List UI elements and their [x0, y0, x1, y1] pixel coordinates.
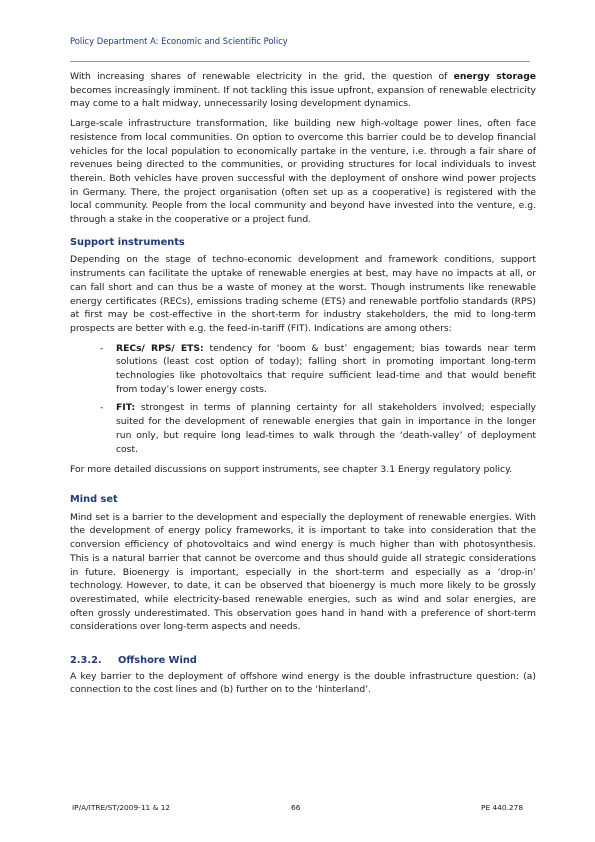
list-dash: - — [100, 402, 104, 414]
footer-page-number: 66 — [291, 803, 301, 812]
paragraph-text: becomes increasingly imminent. If not tackling this issue upfront, expansion of renewable electricity may come to a halt midway, unnecessarily losing development dynamics. — [70, 84, 536, 110]
paragraph-support-intro: Depending on the stage of techno-economic development and framework conditions, support instruments can facilitate the uptake of renewable energies at best, may have no impacts at all, or can fall short and can thus be a waste of money at the worst. Though instruments like renewable energy certificates (RECs), emissions trading scheme (ETS) and renewable portfolio standards (RPS) at first may be cost-effective in the short-term for industry stakeholders, the mid to long-term prospects are better with e.g. the feed-in-tariff (FIT). Indications are among others: — [70, 254, 536, 334]
list-item — [70, 342, 536, 397]
paragraph-text: With increasing shares of renewable electricity in the grid, the question of — [70, 71, 454, 82]
footer-pe-number: PE 440.278 — [481, 803, 524, 812]
paragraph-infrastructure: Large-scale infrastructure transformation, like building new high-voltage power lines, often face resistence from local communities. On option to overcome this barrier could be to develop financial vehicles for the local population to economically partake in the venture, i.e. through a fair share of revenues being directed to the communities, or providing structures for local individuals to invest therein. Both vehicles have proven successful with the deployment of onshore wind power projects in Germany. There, the project organisation (often set up as a cooperative) is registered with the local community. People from the local community and beyond have invested into the venture, e.g. through a stake in the cooperative or a project fund. — [70, 118, 536, 226]
subsection-number: 2.3.2. — [70, 655, 102, 667]
subsection-heading-offshore-wind — [70, 654, 536, 668]
list-dash: - — [100, 342, 104, 354]
page-body — [70, 70, 536, 703]
section-heading-support-instruments: Support instruments — [70, 236, 185, 248]
subsection-title: Offshore Wind — [118, 655, 197, 667]
footer-document-reference: IP/A/ITRE/ST/2009-11 & 12 — [72, 803, 171, 812]
support-bullet-list — [70, 342, 536, 457]
list-item — [70, 401, 536, 456]
paragraph-mind-set: Mind set is a barrier to the development and especially the deployment of renewable energies. With the development of energy policy frameworks, it is important to take into consideration that the conversion efficiency of photovoltaics and wind energy is much higher than with photosynthesis. This is a natural barrier that cannot be overcome and thus should guide all strategic considerations in future. Bioenergy is important, especially in the short-term and especially as a ‘drop-in’ technology. However, to date, it can be observed that bioenergy is much more likely to be grossly overestimated, while electricity-based renewable energies, such as wind and solar energies, are often grossly underestimated. This observation goes hand in hand with a preference of short-term considerations over long-term aspects and needs. — [70, 511, 536, 633]
bullet-text: strongest in terms of planning certainty for all stakeholders involved; especially suited for the development of renewable energies that gain in importance in the longer run only, but require long lead-times to walk through the ‘death-valley’ of deployment cost. — [116, 402, 536, 455]
header-divider — [70, 61, 530, 62]
running-header: Policy Department A: Economic and Scientific Policy — [70, 36, 288, 46]
paragraph-offshore-wind: A key barrier to the deployment of offshore wind energy is the double infrastructure question: (a) connection to the cost lines and (b) further on to the ‘hinterland’. — [70, 670, 536, 696]
paragraph-energy-storage — [70, 70, 536, 111]
bullet-term: RECs/ RPS/ ETS: — [116, 342, 204, 354]
paragraph-support-outro: For more detailed discussions on support instruments, see chapter 3.1 Energy regulatory policy. — [70, 464, 513, 476]
bullet-text: tendency for ‘boom & bust’ engagement; bias towards near term solutions (least cost option of today); falling short in promoting important long-term technologies like photovoltaics that require sufficient lead-time and that would benefit from today’s lower energy costs. — [116, 342, 536, 395]
section-heading-mind-set: Mind set — [70, 493, 118, 505]
bold-term-energy-storage: energy storage — [453, 71, 536, 82]
bullet-term: FIT: — [116, 402, 136, 414]
